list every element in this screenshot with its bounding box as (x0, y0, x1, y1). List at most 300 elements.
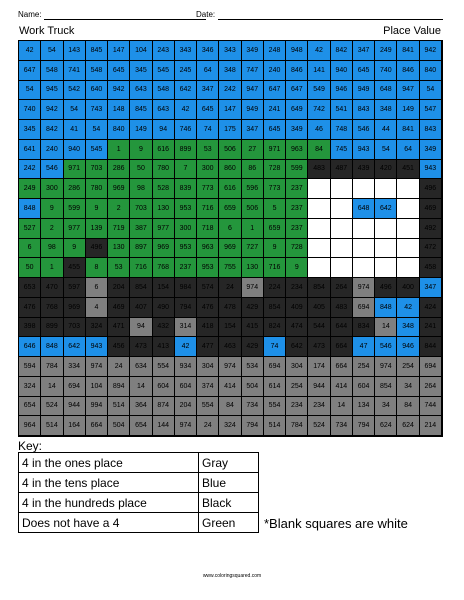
date-line (218, 19, 443, 20)
grid-cell: 546 (375, 337, 397, 357)
grid-cell: 694 (353, 298, 375, 318)
grid-cell: 147 (219, 100, 241, 120)
grid-cell: 455 (64, 258, 86, 278)
grid-cell: 974 (219, 357, 241, 377)
grid-cell: 249 (375, 41, 397, 61)
grid-cell: 768 (153, 258, 175, 278)
grid-cell: 148 (108, 100, 130, 120)
grid-cell: 300 (175, 219, 197, 239)
grid-cell: 9 (130, 140, 152, 160)
grid-cell: 456 (108, 337, 130, 357)
grid-cell: 734 (331, 416, 353, 436)
grid-cell: 641 (19, 140, 41, 160)
key-color: Green (199, 513, 259, 533)
grid-cell: 175 (219, 120, 241, 140)
grid-cell: 334 (64, 357, 86, 377)
grid-cell: 300 (197, 160, 219, 180)
grid-cell: 654 (19, 397, 41, 417)
grid-cell: 599 (64, 199, 86, 219)
grid-cell: 64 (397, 140, 419, 160)
grid-cell: 544 (308, 318, 330, 338)
grid-cell: 841 (397, 41, 419, 61)
grid-cell: 492 (420, 219, 442, 239)
grid-cell: 946 (331, 81, 353, 101)
grid-cell: 703 (130, 199, 152, 219)
grid-cell: 14 (130, 377, 152, 397)
grid-cell: 648 (375, 81, 397, 101)
grid-cell: 451 (397, 160, 419, 180)
grid-cell: 1 (41, 258, 63, 278)
grid-cell: 974 (242, 278, 264, 298)
grid-cell: 642 (375, 199, 397, 219)
grid-cell: 42 (175, 337, 197, 357)
grid-cell: 824 (264, 318, 286, 338)
grid-cell (375, 239, 397, 259)
grid-cell: 469 (108, 298, 130, 318)
grid-cell: 974 (375, 357, 397, 377)
grid-cell: 953 (175, 199, 197, 219)
grid-cell: 237 (175, 258, 197, 278)
grid-cell: 524 (41, 397, 63, 417)
title-bar (18, 24, 443, 40)
grid-cell: 514 (108, 397, 130, 417)
grid-cell: 374 (197, 377, 219, 397)
grid-cell: 245 (175, 61, 197, 81)
grid-cell (397, 179, 419, 199)
grid-cell: 237 (286, 179, 308, 199)
grid-cell: 143 (64, 41, 86, 61)
grid-cell: 842 (331, 41, 353, 61)
grid-cell (308, 239, 330, 259)
grid-cell: 743 (86, 100, 108, 120)
grid-cell: 54 (41, 41, 63, 61)
grid-cell: 716 (130, 258, 152, 278)
grid-cell: 314 (175, 318, 197, 338)
grid-cell: 41 (64, 120, 86, 140)
grid-cell (308, 219, 330, 239)
grid-cell: 343 (175, 41, 197, 61)
grid-cell: 407 (130, 298, 152, 318)
grid-cell: 534 (242, 357, 264, 377)
grid-cell: 694 (64, 377, 86, 397)
grid-cell: 794 (353, 416, 375, 436)
grid-cell: 940 (64, 140, 86, 160)
grid-cell: 614 (264, 377, 286, 397)
grid-cell: 848 (375, 298, 397, 318)
grid-cell: 34 (397, 377, 419, 397)
grid-cell: 348 (219, 61, 241, 81)
grid-cell: 616 (153, 140, 175, 160)
number-grid (18, 40, 443, 437)
grid-cell: 439 (353, 160, 375, 180)
grid-cell: 415 (242, 318, 264, 338)
grid-cell: 304 (286, 357, 308, 377)
grid-cell: 897 (130, 239, 152, 259)
grid-cell: 2 (108, 199, 130, 219)
grid-cell: 264 (420, 377, 442, 397)
key-color: Gray (199, 453, 259, 473)
grid-cell: 971 (264, 140, 286, 160)
grid-cell: 264 (331, 278, 353, 298)
grid-cell: 740 (375, 61, 397, 81)
key-row (19, 473, 259, 493)
footer-url: www.coloringsquared.com (202, 573, 262, 579)
grid-cell: 659 (264, 219, 286, 239)
grid-cell: 834 (353, 318, 375, 338)
grid-cell: 300 (41, 179, 63, 199)
grid-cell: 139 (86, 219, 108, 239)
grid-cell: 1 (108, 140, 130, 160)
grid-cell: 254 (353, 357, 375, 377)
grid-cell: 784 (41, 357, 63, 377)
grid-cell: 347 (353, 41, 375, 61)
grid-cell: 944 (64, 397, 86, 417)
worksheet-title: Work Truck (19, 25, 75, 37)
grid-cell: 234 (286, 278, 308, 298)
grid-cell (353, 258, 375, 278)
grid-cell: 237 (286, 219, 308, 239)
grid-cell: 490 (153, 298, 175, 318)
grid-cell: 969 (153, 239, 175, 259)
grid-cell: 840 (420, 61, 442, 81)
grid-cell (375, 219, 397, 239)
grid-cell: 974 (175, 416, 197, 436)
grid-cell: 599 (286, 160, 308, 180)
grid-cell: 728 (286, 239, 308, 259)
grid-cell: 547 (420, 100, 442, 120)
grid-cell: 647 (264, 81, 286, 101)
grid-cell: 64 (197, 61, 219, 81)
grid-cell: 242 (19, 160, 41, 180)
grid-cell: 574 (197, 278, 219, 298)
grid-cell: 286 (108, 160, 130, 180)
grid-cell: 324 (19, 377, 41, 397)
grid-cell: 541 (331, 100, 353, 120)
grid-cell: 9 (41, 199, 63, 219)
grid-cell: 9 (264, 239, 286, 259)
grid-cell: 349 (286, 120, 308, 140)
grid-cell: 604 (175, 377, 197, 397)
grid-cell: 874 (153, 397, 175, 417)
grid-cell: 84 (308, 140, 330, 160)
grid-cell: 940 (331, 61, 353, 81)
grid-cell (397, 199, 419, 219)
grid-cell: 240 (264, 61, 286, 81)
grid-cell: 149 (397, 100, 419, 120)
grid-cell: 154 (153, 278, 175, 298)
grid-cell: 414 (219, 377, 241, 397)
grid-cell: 545 (86, 140, 108, 160)
grid-cell: 642 (64, 337, 86, 357)
grid-cell: 243 (153, 41, 175, 61)
grid-cell (353, 219, 375, 239)
grid-cell: 953 (197, 258, 219, 278)
grid-cell: 429 (242, 298, 264, 318)
grid-cell: 343 (219, 41, 241, 61)
grid-cell: 727 (242, 239, 264, 259)
grid-cell: 947 (397, 81, 419, 101)
grid-cell: 742 (308, 100, 330, 120)
grid-cell: 894 (108, 377, 130, 397)
grid-cell: 364 (130, 397, 152, 417)
grid-cell: 755 (219, 258, 241, 278)
grid-cell: 409 (286, 298, 308, 318)
grid-cell: 349 (242, 41, 264, 61)
grid-cell: 9 (64, 239, 86, 259)
grid-cell: 234 (308, 397, 330, 417)
grid-cell: 4 (86, 298, 108, 318)
grid-cell: 846 (397, 61, 419, 81)
grid-cell: 528 (153, 179, 175, 199)
grid-cell (331, 179, 353, 199)
grid-cell: 949 (242, 100, 264, 120)
grid-cell: 346 (197, 41, 219, 61)
grid-cell: 254 (397, 357, 419, 377)
grid-cell: 134 (353, 397, 375, 417)
grid-cell: 934 (175, 357, 197, 377)
grid-cell: 254 (286, 377, 308, 397)
grid-cell: 604 (353, 377, 375, 397)
grid-cell: 746 (175, 120, 197, 140)
grid-cell (331, 239, 353, 259)
grid-cell: 854 (308, 278, 330, 298)
grid-cell: 414 (331, 377, 353, 397)
grid-cell: 483 (308, 160, 330, 180)
grid-cell: 642 (286, 337, 308, 357)
grid-cell: 645 (108, 61, 130, 81)
grid-cell: 418 (197, 318, 219, 338)
header (18, 7, 443, 20)
grid-cell: 546 (41, 160, 63, 180)
grid-cell: 848 (19, 199, 41, 219)
grid-cell: 524 (308, 416, 330, 436)
grid-cell: 6 (219, 219, 241, 239)
grid-cell: 648 (353, 199, 375, 219)
grid-cell: 694 (420, 357, 442, 377)
grid-cell: 969 (108, 179, 130, 199)
grid-cell (353, 179, 375, 199)
grid-cell: 974 (86, 357, 108, 377)
key-table (18, 452, 259, 533)
key-row (19, 493, 259, 513)
grid-cell: 542 (64, 81, 86, 101)
grid-cell: 645 (197, 100, 219, 120)
blank-squares-note: *Blank squares are white (264, 516, 408, 531)
grid-cell: 899 (175, 140, 197, 160)
grid-cell: 624 (397, 416, 419, 436)
grid-cell: 645 (353, 61, 375, 81)
grid-cell: 643 (130, 81, 152, 101)
grid-cell: 9 (86, 199, 108, 219)
grid-cell: 843 (353, 100, 375, 120)
grid-cell: 899 (41, 318, 63, 338)
grid-cell: 34 (375, 397, 397, 417)
grid-cell: 483 (331, 298, 353, 318)
grid-cell: 504 (108, 416, 130, 436)
grid-cell: 237 (286, 199, 308, 219)
grid-cell: 514 (264, 416, 286, 436)
grid-cell: 794 (175, 298, 197, 318)
grid-cell: 1 (242, 219, 264, 239)
grid-cell: 14 (375, 318, 397, 338)
grid-cell: 473 (308, 337, 330, 357)
key-color: Blue (199, 473, 259, 493)
grid-cell: 27 (242, 140, 264, 160)
grid-cell: 476 (19, 298, 41, 318)
grid-cell: 634 (130, 357, 152, 377)
grid-cell: 969 (219, 239, 241, 259)
grid-cell: 977 (64, 219, 86, 239)
grid-cell: 745 (331, 140, 353, 160)
grid-cell: 977 (153, 219, 175, 239)
grid-cell: 487 (331, 160, 353, 180)
grid-cell: 74 (264, 337, 286, 357)
grid-cell: 854 (375, 377, 397, 397)
grid-cell: 844 (420, 337, 442, 357)
key-row (19, 453, 259, 473)
grid-cell (397, 239, 419, 259)
grid-cell: 719 (108, 219, 130, 239)
grid-cell: 984 (175, 278, 197, 298)
grid-cell: 971 (64, 160, 86, 180)
grid-cell: 545 (153, 61, 175, 81)
grid-cell: 948 (286, 41, 308, 61)
grid-cell: 347 (242, 120, 264, 140)
grid-cell: 304 (197, 357, 219, 377)
grid-cell: 98 (130, 179, 152, 199)
grid-cell: 473 (130, 337, 152, 357)
grid-cell: 640 (86, 81, 108, 101)
grid-cell: 554 (153, 357, 175, 377)
grid-cell: 548 (41, 61, 63, 81)
grid-cell: 548 (86, 61, 108, 81)
grid-cell: 204 (108, 278, 130, 298)
grid-cell: 597 (64, 278, 86, 298)
grid-cell: 943 (353, 140, 375, 160)
grid-cell: 942 (41, 100, 63, 120)
grid-cell: 54 (86, 120, 108, 140)
grid-cell: 248 (264, 41, 286, 61)
grid-cell: 527 (19, 219, 41, 239)
grid-cell: 780 (153, 160, 175, 180)
grid-cell: 654 (130, 416, 152, 436)
grid-cell: 130 (242, 258, 264, 278)
grid-cell: 728 (264, 160, 286, 180)
grid-cell: 94 (153, 120, 175, 140)
grid-cell: 474 (286, 318, 308, 338)
grid-cell: 554 (264, 397, 286, 417)
grid-cell: 84 (397, 397, 419, 417)
grid-cell: 784 (286, 416, 308, 436)
grid-cell: 324 (219, 416, 241, 436)
grid-cell: 174 (308, 357, 330, 377)
grid-cell: 98 (41, 239, 63, 259)
grid-cell: 548 (153, 81, 175, 101)
grid-cell: 659 (219, 199, 241, 219)
grid-cell: 664 (331, 357, 353, 377)
grid-cell: 514 (41, 416, 63, 436)
grid-cell: 741 (64, 61, 86, 81)
grid-cell: 2 (41, 219, 63, 239)
key-color: Black (199, 493, 259, 513)
grid-cell: 943 (86, 337, 108, 357)
grid-cell (308, 179, 330, 199)
grid-cell: 549 (308, 81, 330, 101)
grid-cell: 546 (353, 120, 375, 140)
grid-cell: 478 (219, 298, 241, 318)
grid-cell: 214 (420, 416, 442, 436)
grid-cell: 768 (41, 298, 63, 318)
grid-cell: 964 (19, 416, 41, 436)
grid-cell: 249 (19, 179, 41, 199)
grid-cell (375, 179, 397, 199)
grid-cell: 496 (375, 278, 397, 298)
grid-cell: 348 (397, 318, 419, 338)
grid-cell: 5 (264, 199, 286, 219)
grid-cell: 84 (219, 397, 241, 417)
grid-cell: 164 (64, 416, 86, 436)
grid-cell: 942 (420, 41, 442, 61)
grid-cell: 506 (219, 140, 241, 160)
key-title: Key: (18, 439, 43, 453)
grid-cell: 596 (242, 179, 264, 199)
grid-cell: 974 (353, 278, 375, 298)
grid-cell: 224 (264, 278, 286, 298)
grid-cell: 42 (397, 298, 419, 318)
grid-cell: 348 (375, 100, 397, 120)
grid-cell: 345 (130, 61, 152, 81)
grid-cell: 347 (420, 278, 442, 298)
grid-cell: 477 (197, 337, 219, 357)
grid-cell: 846 (286, 61, 308, 81)
key-row (19, 513, 259, 533)
grid-cell: 46 (308, 120, 330, 140)
key-rule: 4 in the hundreds place (19, 493, 199, 513)
grid-cell: 398 (19, 318, 41, 338)
grid-cell: 144 (153, 416, 175, 436)
grid-cell: 53 (197, 140, 219, 160)
grid-cell: 945 (41, 81, 63, 101)
grid-cell (331, 258, 353, 278)
grid-cell: 664 (331, 337, 353, 357)
grid-cell (375, 258, 397, 278)
grid-cell: 843 (420, 120, 442, 140)
grid-cell: 50 (130, 160, 152, 180)
grid-cell: 458 (420, 258, 442, 278)
grid-cell: 703 (86, 160, 108, 180)
grid-cell: 554 (197, 397, 219, 417)
grid-cell: 94 (130, 318, 152, 338)
grid-cell: 848 (41, 337, 63, 357)
grid-cell: 424 (420, 298, 442, 318)
grid-cell: 716 (197, 199, 219, 219)
grid-cell: 74 (197, 120, 219, 140)
grid-cell: 24 (108, 357, 130, 377)
name-line (44, 19, 206, 20)
grid-cell: 643 (153, 100, 175, 120)
grid-cell: 944 (308, 377, 330, 397)
grid-cell: 6 (19, 239, 41, 259)
grid-cell: 400 (397, 278, 419, 298)
grid-cell (308, 258, 330, 278)
grid-cell: 664 (86, 416, 108, 436)
grid-cell: 130 (153, 199, 175, 219)
grid-cell: 234 (286, 397, 308, 417)
grid-cell: 429 (242, 337, 264, 357)
grid-cell: 14 (41, 377, 63, 397)
grid-cell: 147 (108, 41, 130, 61)
grid-cell: 469 (420, 199, 442, 219)
